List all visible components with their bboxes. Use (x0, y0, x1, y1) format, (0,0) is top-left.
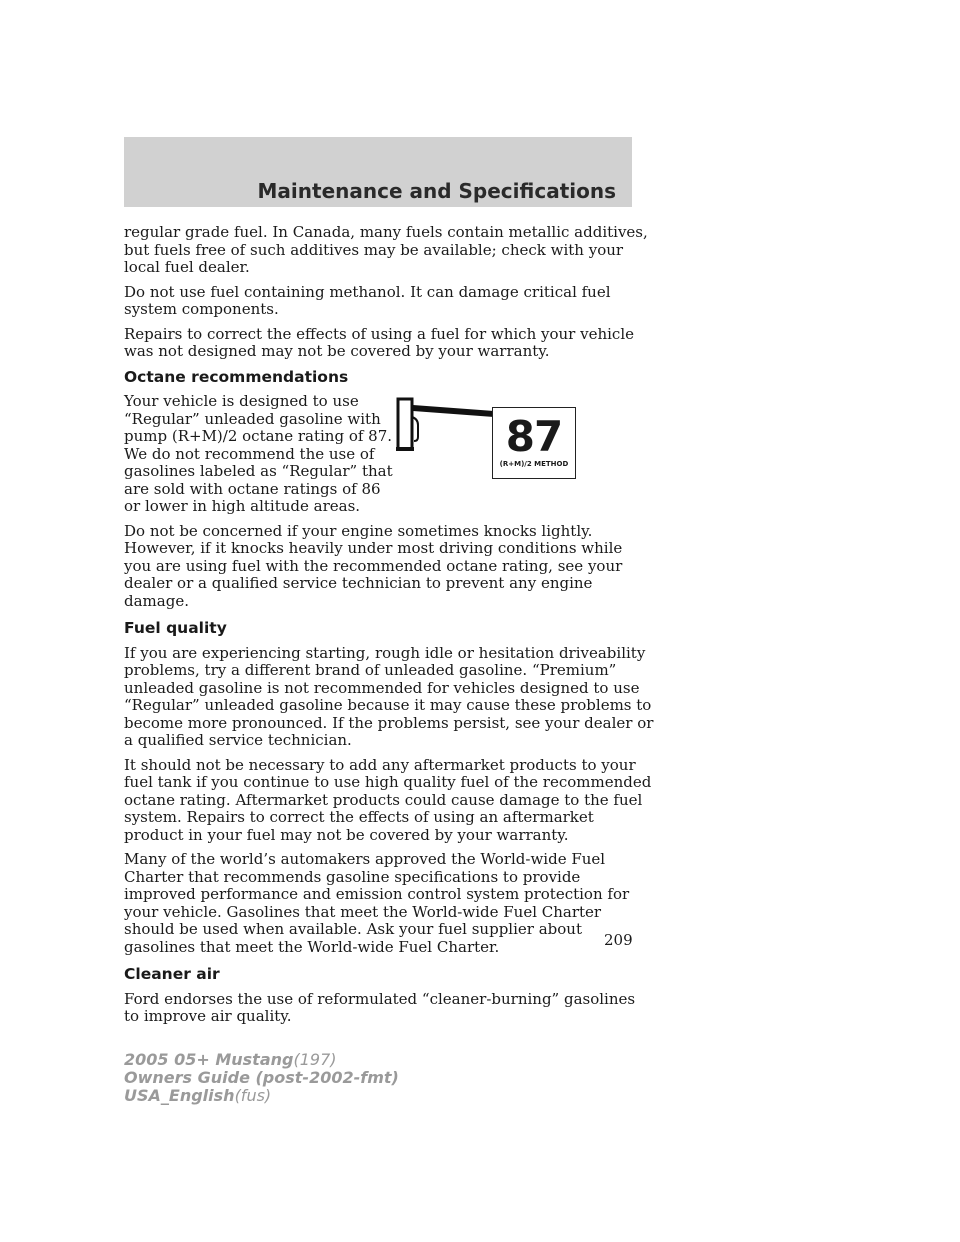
section-header-band (124, 137, 632, 207)
intro-paragraph-1: regular grade fuel. In Canada, many fuels contain metallic additives, but fuels free of such additives may be available; check with your local fuel dealer. (124, 223, 648, 276)
octane-method: (R+M)/2 METHOD (499, 460, 569, 468)
octane-rating-graphic (396, 393, 628, 483)
octane-paragraph-2: Do not be concerned if your engine sometimes knocks lightly. However, if it knocks heavily under most driving conditions while you are using fuel with the recommended octane rating, see your dealer or a qualified service technician to prevent any engine damage. (124, 521, 623, 610)
footer-model-code: (197) (293, 1050, 337, 1069)
fuel-quality-paragraph-3: Many of the world’s automakers approved the World-wide Fuel Charter that recommends gasoline specifications to provide improved performance and emission control system protection for your vehicle. Gasolines that meet the World-wide Fuel Charter should be used when available. Ask your fuel supplier about gasolines that meet the World-wide Fuel Charter. (124, 850, 630, 956)
intro-paragraph-2: Do not use fuel containing methanol. It can damage critical fuel system components. (124, 282, 611, 318)
fuel-pump-icon (396, 397, 496, 453)
footer-line-3 (124, 1087, 399, 1105)
footer-line-2 (124, 1069, 399, 1087)
fuel-quality-paragraph-2: It should not be necessary to add any aftermarket products to your fuel tank if you continue to use high quality fuel of the recommended octane rating. Aftermarket products could cause damage to the fuel system. Repairs to correct the effects of using an aftermarket product in your fuel may not be covered by your warranty. (124, 755, 652, 844)
octane-number: 87 (505, 412, 563, 461)
octane-paragraph-1: Your vehicle is designed to use “Regular” unleaded gasoline with pump (R+M)/2 octane rating of 87. We do not recommend the use of gasolines labeled as “Regular” that are sold with octane ratings of 86 or lower in high altitude areas. (124, 392, 393, 515)
page-number: 209 (604, 931, 633, 949)
page-content (124, 224, 654, 1033)
document-footer (124, 1051, 399, 1105)
footer-model: 2005 05+ Mustang (124, 1050, 294, 1069)
cleaner-air-paragraph: Ford endorses the use of reformulated “cleaner-burning” gasolines to improve air quality. (124, 989, 636, 1025)
footer-language: USA_English (124, 1086, 235, 1105)
footer-line-1 (124, 1051, 399, 1069)
octane-heading: Octane recommendations (124, 367, 349, 386)
footer-language-code: (fus) (234, 1086, 272, 1105)
fuel-quality-paragraph-1: If you are experiencing starting, rough idle or hesitation driveability problems, try a different brand of unleaded gasoline. “Premium” unleaded gasoline is not recommended for vehicles designed to use “Regular” unleaded gasoline because it may cause these problems to become more pronounced. If the problems persist, see your dealer or a qualified service technician. (124, 643, 654, 749)
footer-guide: Owners Guide (post-2002-fmt) (124, 1068, 399, 1087)
fuel-quality-heading: Fuel quality (124, 619, 227, 637)
section-title: Maintenance and Specifications (257, 179, 616, 203)
cleaner-air-heading: Cleaner air (124, 965, 220, 983)
octane-label-sticker (492, 407, 576, 479)
intro-paragraph-3: Repairs to correct the effects of using a fuel for which your vehicle was not designed may not be covered by your warranty. (124, 324, 634, 360)
